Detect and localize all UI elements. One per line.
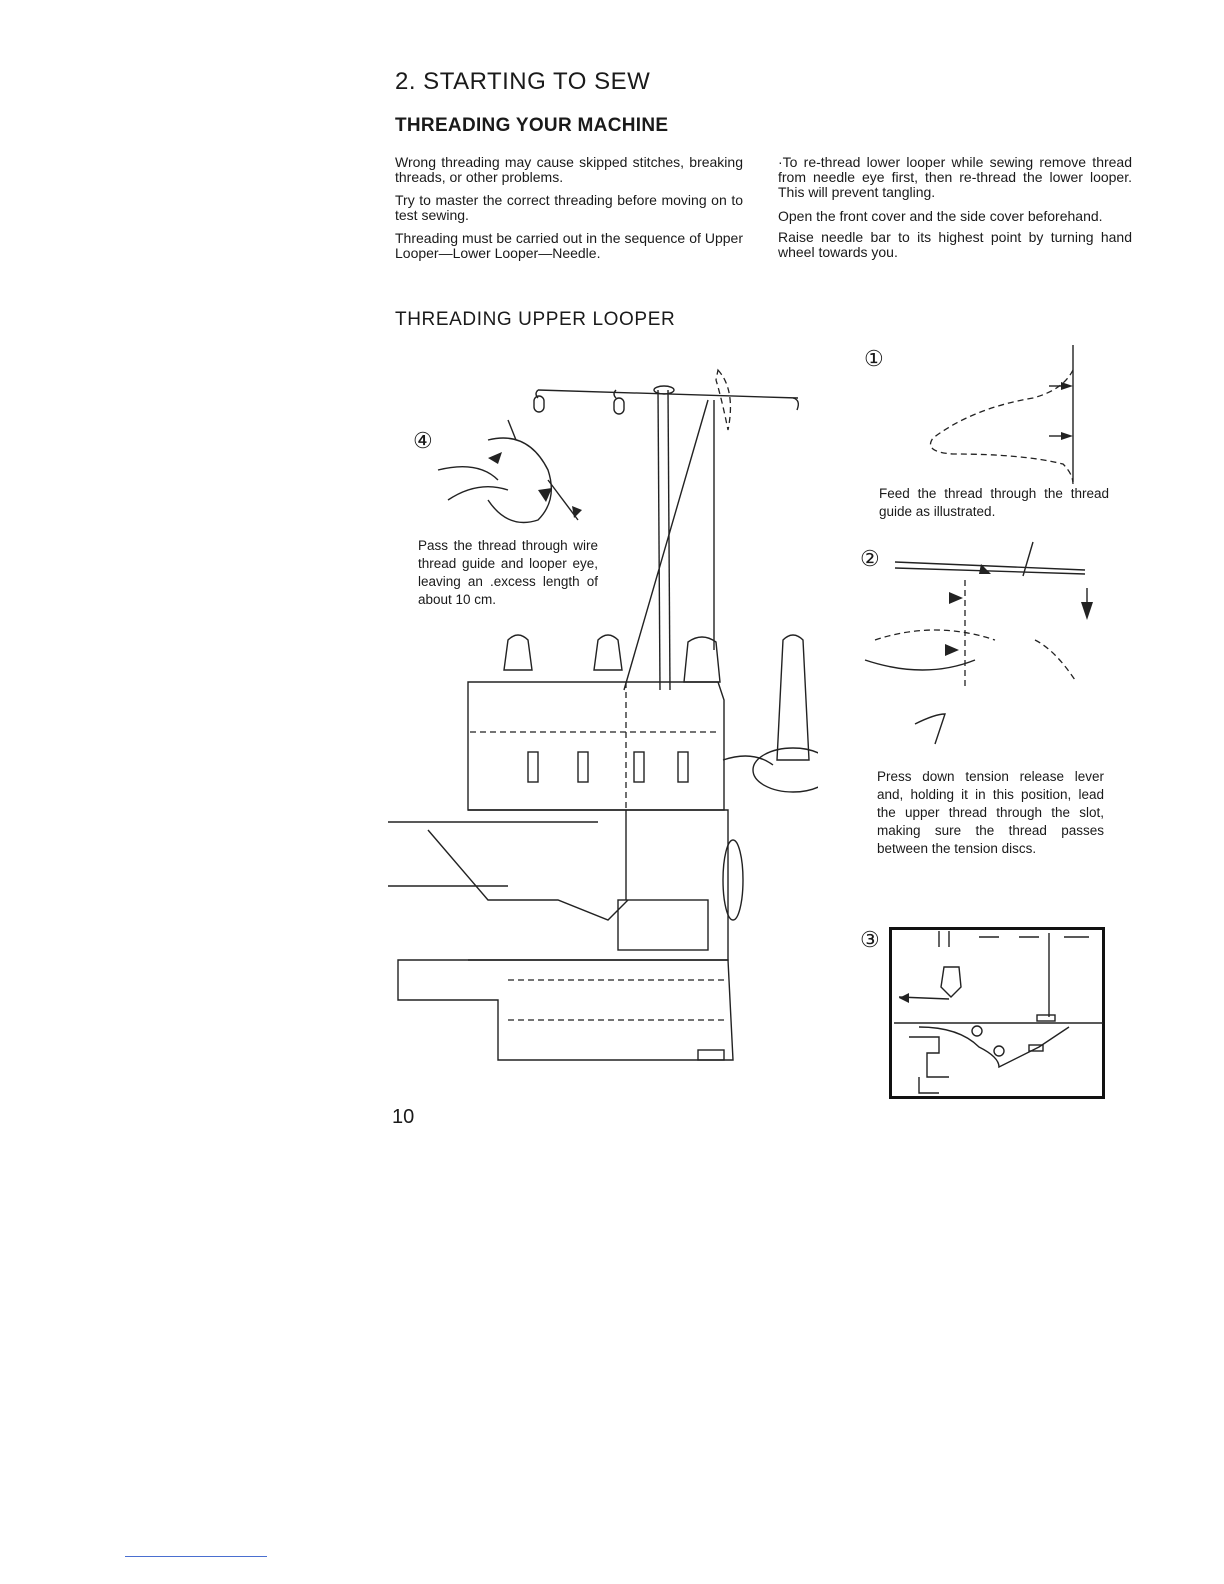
thread-guide-diagram [915, 340, 1085, 490]
step-3-marker: ③ [860, 927, 880, 952]
step-4-caption: Pass the thread through wire thread guide and looper eye, leaving an .excess length of about 10 cm. [418, 538, 598, 607]
subsection-title: THREADING UPPER LOOPER [395, 309, 676, 330]
needle-bar-paragraph: Raise needle bar to its highest point by turning hand wheel towards you. [778, 229, 1132, 260]
chapter-title: 2. STARTING TO SEW [395, 68, 651, 95]
serger-machine-illustration [388, 360, 818, 1075]
slot-detail-diagram [889, 927, 1105, 1099]
step-2-caption: Press down tension release lever and, holding it in this position, lead the upper thread through the slot, making sure the thread passes between the tension discs. [877, 769, 1104, 856]
sequence-paragraph: Threading must be carried out in the sequence of Upper Looper—Lower Looper—Needle. [395, 230, 743, 261]
step-4-marker: ④ [413, 428, 433, 453]
page-number: 10 [392, 1106, 415, 1128]
footer-rule [125, 1556, 267, 1557]
cover-paragraph: Open the front cover and the side cover beforehand. [778, 208, 1103, 224]
rethread-paragraph: ·To re-thread lower looper while sewing remove thread from needle eye first, then re-thread the lower looper. This will prevent tangling. [778, 154, 1132, 200]
left-column [395, 155, 743, 261]
step-1-marker: ① [864, 346, 884, 371]
master-paragraph: Try to master the correct threading before moving on to test sewing. [395, 192, 743, 223]
step-1-caption: Feed the thread through the thread guide as illustrated. [879, 486, 1109, 519]
step-2-marker: ② [860, 546, 880, 571]
right-column [778, 155, 1132, 260]
section-title: THREADING YOUR MACHINE [395, 115, 669, 136]
intro-paragraph: Wrong threading may cause skipped stitches, breaking threads, or other problems. [395, 154, 743, 185]
tension-release-diagram [855, 540, 1135, 750]
